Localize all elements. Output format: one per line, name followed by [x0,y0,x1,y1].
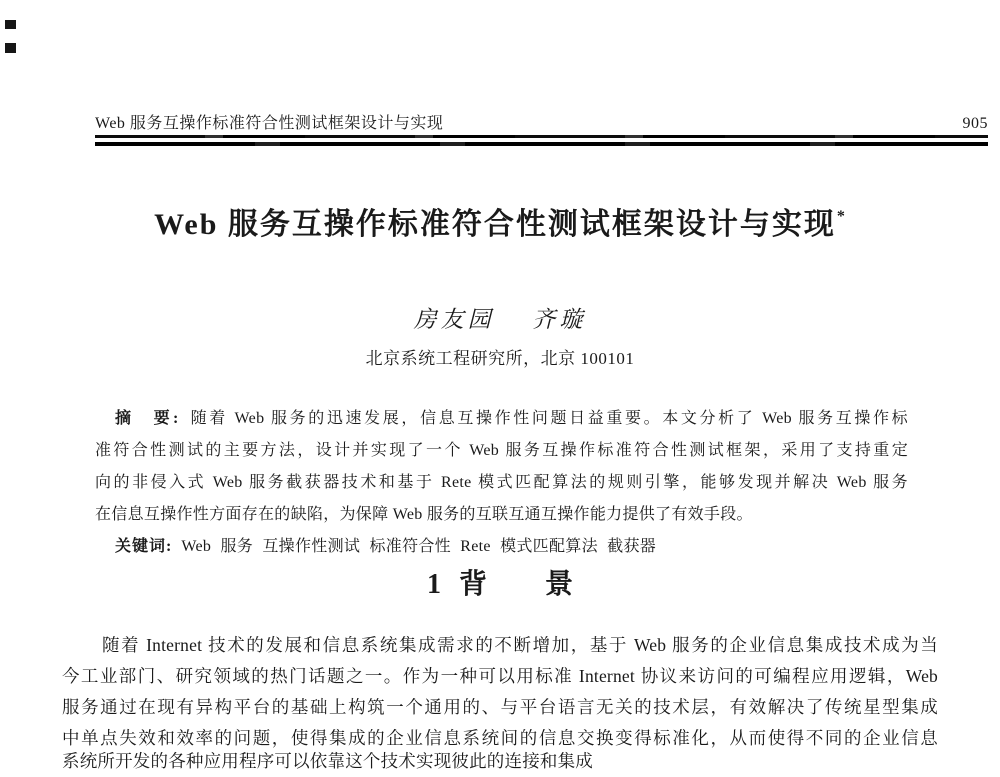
title-footnote-marker: * [836,208,847,225]
keywords-text: Web 服务 互操作性测试 标准符合性 Rete 模式匹配算法 截获器 [181,538,657,555]
abstract-label: 摘 要: [115,410,180,427]
author-name: 齐璇 [532,307,587,332]
author-line [0,303,1000,337]
paper-title-text: Web 服务互操作标准符合性测试框架设计与实现 [154,208,836,241]
abstract-line: 准符合性测试的主要方法，设计并实现了一个 Web 服务互操作标准符合性测试框架，采用了支持重定 [95,442,908,459]
header-rule-bottom [95,142,988,146]
abstract-line: 向的非侵入式 Web 服务截获器技术和基于 Rete 模式匹配算法的规则引擎，能够发现并解决 Web 服务 [95,474,908,491]
body-paragraph [62,630,938,777]
section-heading [0,564,1000,606]
abstract-text: 随着 Web 服务的迅速发展，信息互操作性问题日益重要。本文分析了 Web 服务互操作标 [188,410,908,427]
body-line-cutoff: 系统所开发的各种应用程序可以依靠这个技术实现彼此的连接和集成 [62,751,593,771]
body-line: 中单点失效和效率的问题，使得集成的企业信息系统间的信息交换变得标准化，从而使得不同的企业信息 [62,728,938,748]
body-line: 服务通过在现有异构平台的基础上构筑一个通用的、与平台语言无关的技术层，有效解决了传统星型集成 [62,697,938,717]
section-number: 1 [426,569,441,600]
page-header [95,112,988,136]
scan-artifact [5,20,16,29]
author-name: 房友园 [413,307,495,332]
keywords-label: 关键词: [115,538,173,555]
paper-title [0,196,1000,248]
page-number: 905 [962,115,988,132]
abstract-block [95,403,908,563]
running-title: Web 服务互操作标准符合性测试框架设计与实现 [95,115,444,132]
header-rule-top [95,135,988,138]
abstract-line: 在信息互操作性方面存在的缺陷，为保障 Web 服务的互联互通互操作能力提供了有效手段。 [95,506,753,523]
abstract-line [95,403,908,435]
body-line: 随着 Internet 技术的发展和信息系统集成需求的不断增加，基于 Web 服务的企业信息集成技术成为当 [102,635,938,655]
section-title-char: 景 [545,569,574,600]
body-line: 今工业部门、研究领域的热门话题之一。作为一种可以用标准 Internet 协议来访问的可编程应用逻辑，Web [62,666,938,686]
keywords-line [95,531,908,563]
section-title-char: 背 [458,569,487,600]
scan-artifact [5,43,16,53]
affiliation: 北京系统工程研究所，北京 100101 [365,349,635,368]
